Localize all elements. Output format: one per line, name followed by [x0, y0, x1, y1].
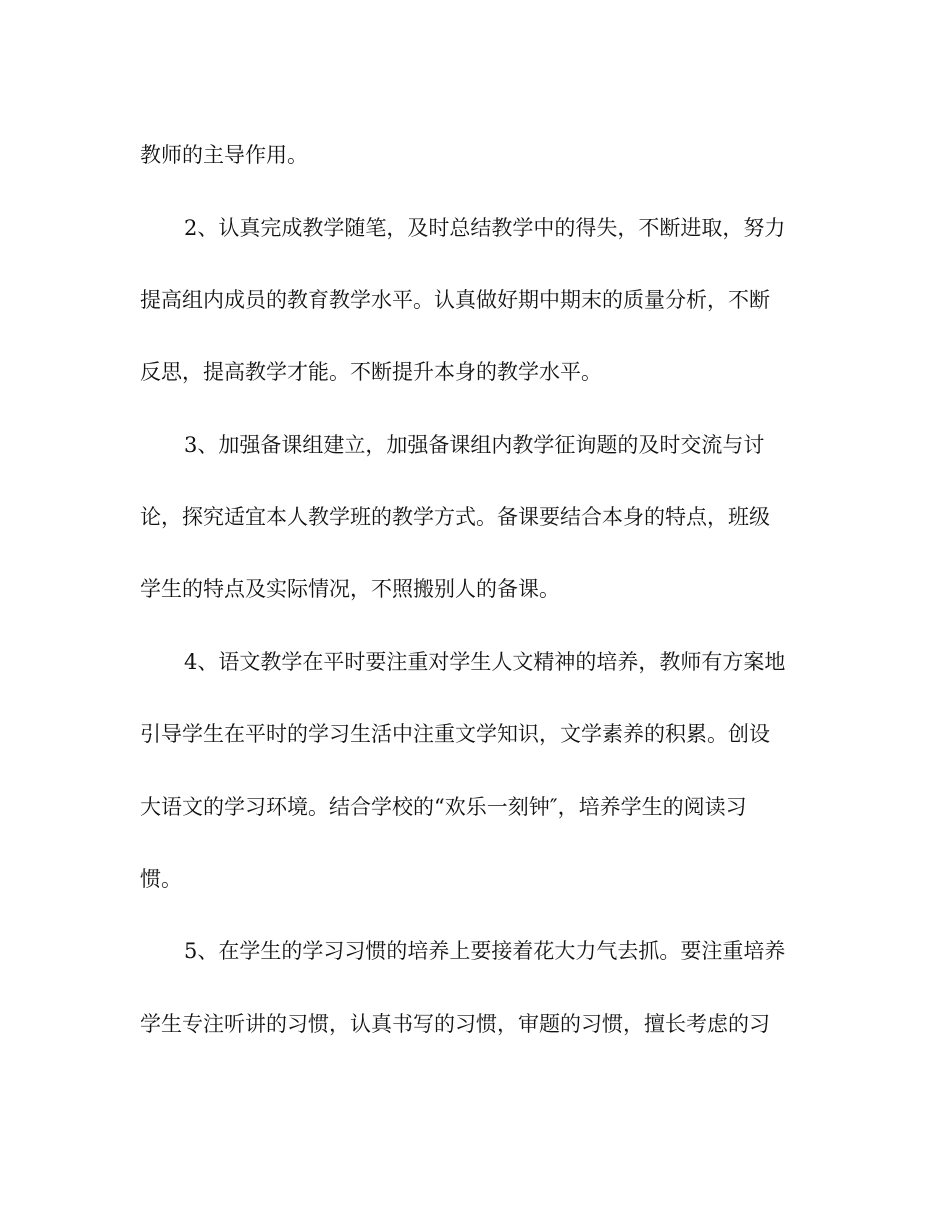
text-line: 2、认真完成教学随笔，及时总结教学中的得失，不断进取，努力	[184, 216, 786, 240]
text-line: 惯。	[140, 867, 182, 891]
text-line: 5、在学生的学习习惯的培养上要接着花大力气去抓。要注重培养	[184, 939, 786, 963]
text-line: 学生的特点及实际情况，不照搬别人的备课。	[140, 577, 560, 601]
text-line: 论，探究适宜本人教学班的教学方式。备课要结合本身的特点，班级	[140, 505, 770, 529]
text-line: 学生专注听讲的习惯，认真书写的习惯，审题的习惯，擅长考虑的习	[140, 1012, 770, 1036]
text-line: 引导学生在平时的学习生活中注重文学知识，文学素养的积累。创设	[140, 722, 770, 746]
text-line: 3、加强备课组建立，加强备课组内教学征询题的及时交流与讨	[184, 433, 765, 457]
text-line: 教师的主导作用。	[140, 143, 308, 167]
text-line: 大语文的学习环境。结合学校的“欢乐一刻钟″，培养学生的阅读习	[140, 795, 747, 819]
text-line: 提高组内成员的教育教学水平。认真做好期中期末的质量分析，不断	[140, 288, 770, 312]
text-line: 4、语文教学在平时要注重对学生人文精神的培养，教师有方案地	[184, 650, 786, 674]
text-line: 反思，提高教学才能。不断提升本身的教学水平。	[140, 360, 602, 384]
